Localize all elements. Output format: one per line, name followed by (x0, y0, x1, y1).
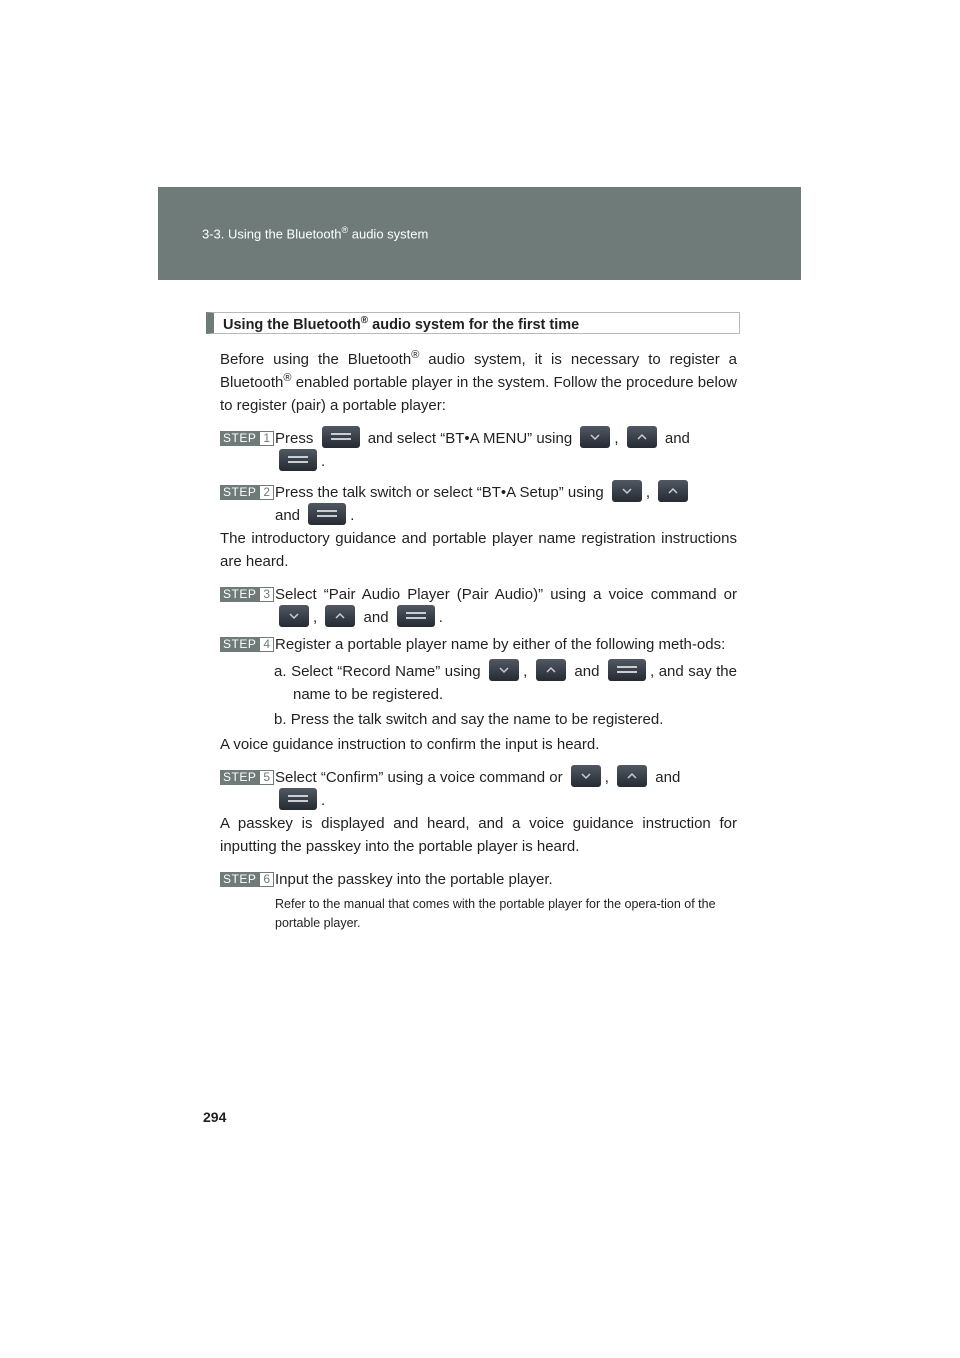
up-arrow-button-icon (325, 605, 355, 627)
page-number: 294 (203, 1109, 227, 1125)
menu-enter-button-icon (608, 659, 646, 681)
down-arrow-button-icon (580, 426, 610, 448)
section-title: Using the Bluetooth® audio system for the first time (223, 315, 580, 333)
step-badge: STEP 4 (220, 637, 274, 652)
step-4: STEP 4 Register a portable player name by either of the following meth-ods: (220, 633, 737, 656)
menu-enter-button-icon (279, 449, 317, 471)
step-badge: STEP 2 (220, 485, 274, 500)
step-badge: STEP 1 (220, 431, 274, 446)
step-1: STEP 1 Press and select “BT•A MENU” using , and . (220, 427, 737, 473)
step-2: STEP 2 Press the talk switch or select “BT•A Setup” using , and . (220, 481, 737, 527)
paragraph: A passkey is displayed and heard, and a voice guidance instruction for inputting the passkey into the portable player is heard. (220, 815, 737, 856)
menu-enter-button-icon (397, 605, 435, 627)
up-arrow-button-icon (627, 426, 657, 448)
step-badge: STEP 6 (220, 872, 274, 887)
content (220, 348, 737, 933)
menu-enter-button-icon (279, 788, 317, 810)
step-6: STEP 6 Input the passkey into the portable player. (220, 868, 737, 891)
menu-enter-button-icon (322, 426, 360, 448)
step-4-option-a: a. Select “Record Name” using , and , and say the name to be registered. (220, 660, 737, 706)
down-arrow-button-icon (571, 765, 601, 787)
down-arrow-button-icon (612, 480, 642, 502)
paragraph: The introductory guidance and portable player name registration instructions are heard. (220, 530, 737, 571)
section-header: 3-3. Using the Bluetooth® audio system (202, 225, 429, 242)
up-arrow-button-icon (536, 659, 566, 681)
paragraph: A voice guidance instruction to confirm the input is heard. (220, 736, 600, 754)
note: Refer to the manual that comes with the portable player for the opera-tion of the portable player. (275, 897, 716, 931)
section-heading-box (206, 312, 740, 334)
up-arrow-button-icon (658, 480, 688, 502)
up-arrow-button-icon (617, 765, 647, 787)
down-arrow-button-icon (489, 659, 519, 681)
intro-paragraph: Before using the Bluetooth® audio system, it is necessary to register a Bluetooth® enabled portable player in the system. Follow the procedure below to register (pair) a portable player: (220, 349, 738, 414)
step-5: STEP 5 Select “Confirm” using a voice command or , and . (220, 766, 737, 812)
header-bar (158, 187, 801, 280)
step-badge: STEP 5 (220, 770, 274, 785)
down-arrow-button-icon (279, 605, 309, 627)
step-badge: STEP 3 (220, 587, 274, 602)
step-3: STEP 3 Select “Pair Audio Player (Pair Audio)” using a voice command or , and . (220, 583, 737, 629)
menu-enter-button-icon (308, 503, 346, 525)
step-4-option-b: b. Press the talk switch and say the name to be registered. (274, 711, 664, 729)
